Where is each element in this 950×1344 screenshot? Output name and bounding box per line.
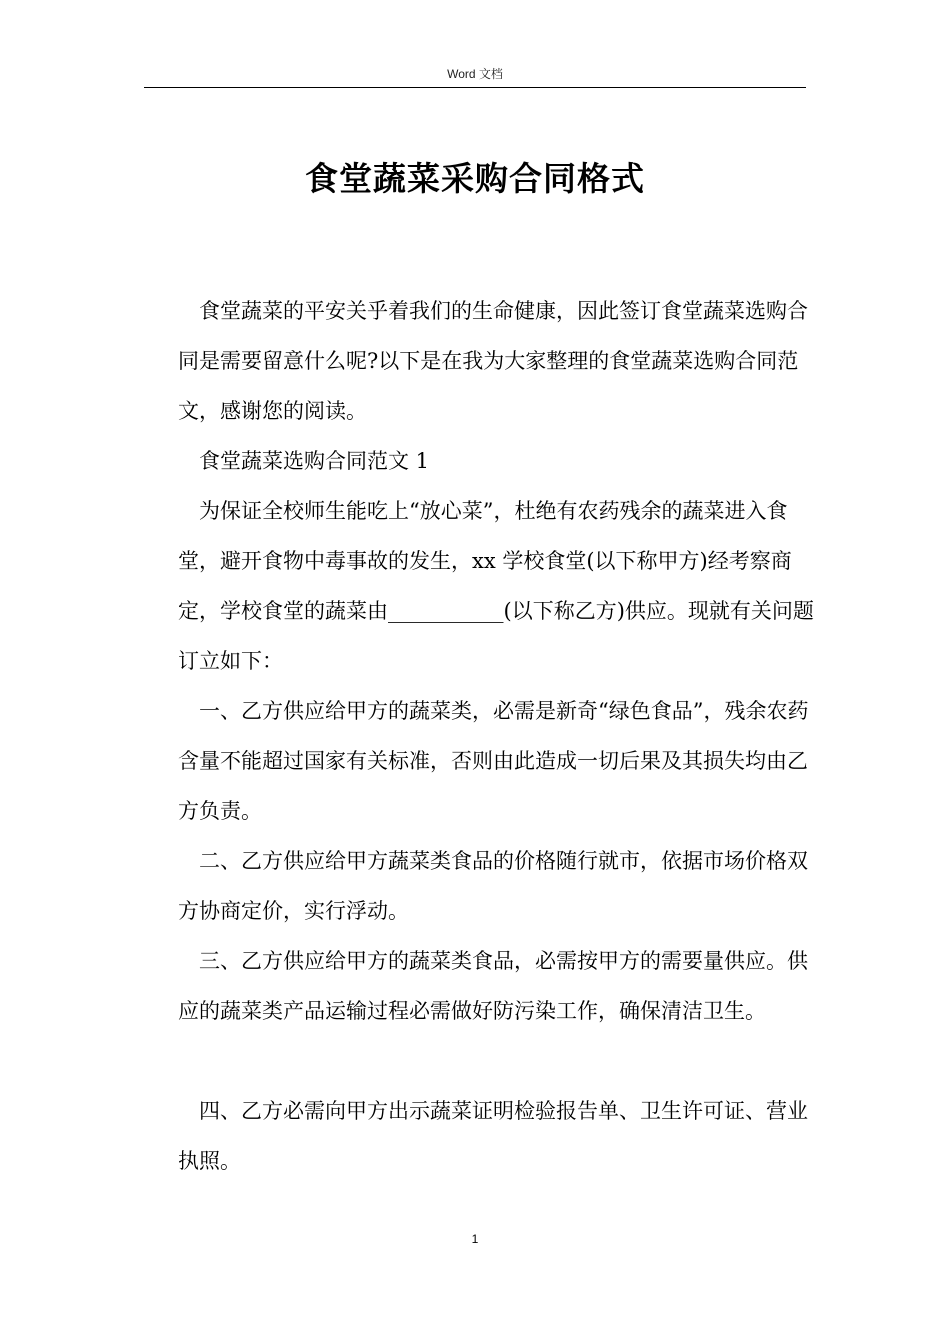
clause-4: 四、乙方必需向甲方出示蔬菜证明检验报告单、卫生许可证、营业执照。 (178, 1099, 808, 1173)
page-header: Word 文档 (447, 67, 503, 81)
clause-2: 二、乙方供应给甲方蔬菜类食品的价格随行就市，依据市场价格双方协商定价，实行浮动。 (178, 849, 808, 923)
header-divider (144, 87, 806, 88)
preamble-paragraph: 为保证全校师生能吃上“放心菜”，杜绝有农药残余的蔬菜进入食堂，避开食物中毒事故的发生，xx 学校食堂(以下称甲方)经考察商定，学校食堂的蔬菜由___________(以下称乙方)供应。现就有关问题订立如下： (178, 499, 814, 673)
intro-paragraph: 食堂蔬菜的平安关乎着我们的生命健康，因此签订食堂蔬菜选购合同是需要留意什么呢?以下是在我为大家整理的食堂蔬菜选购合同范文，感谢您的阅读。 (178, 299, 808, 423)
page-number: 1 (471, 1232, 479, 1246)
clause-1: 一、乙方供应给甲方的蔬菜类，必需是新奇“绿色食品”，残余农药含量不能超过国家有关标准，否则由此造成一切后果及其损失均由乙方负责。 (178, 699, 809, 823)
section-heading: 食堂蔬菜选购合同范文 1 (199, 449, 430, 473)
clause-3: 三、乙方供应给甲方的蔬菜类食品，必需按甲方的需要量供应。供应的蔬菜类产品运输过程必需做好防污染工作，确保清洁卫生。 (178, 949, 808, 1023)
document-body (178, 286, 818, 1186)
document-title: 食堂蔬菜采购合同格式 (305, 159, 645, 198)
